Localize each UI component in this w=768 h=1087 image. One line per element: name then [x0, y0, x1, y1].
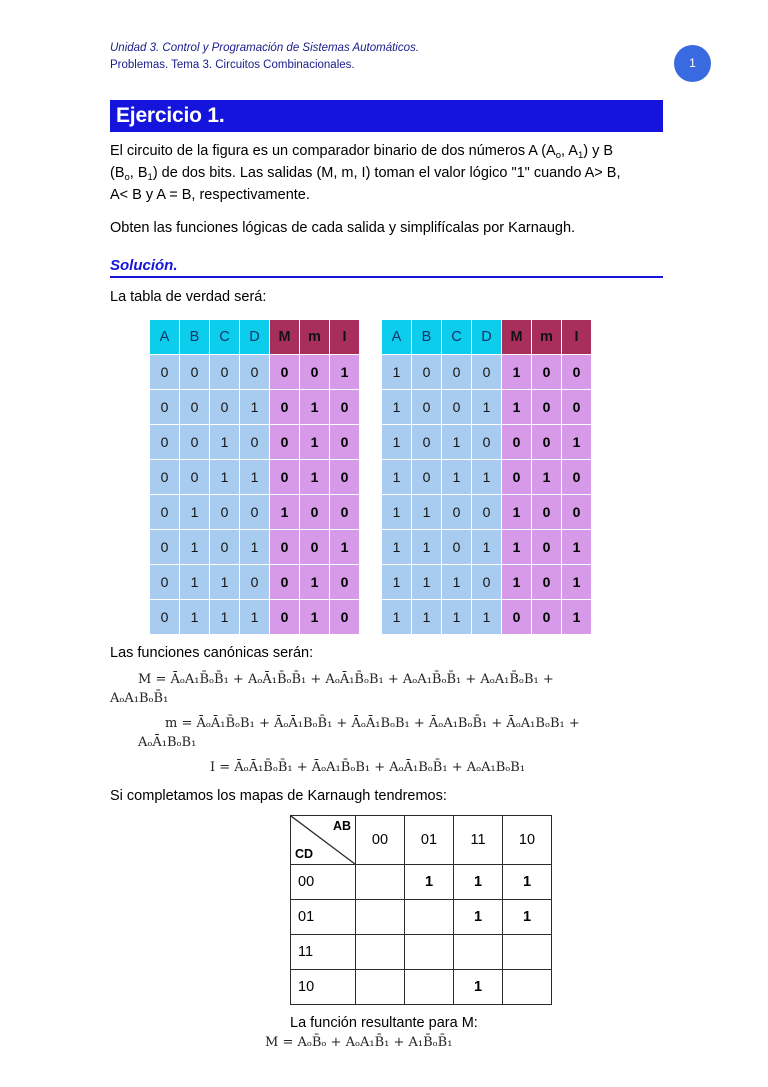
kmap-row-header-00: 00	[291, 865, 356, 900]
cell: 1	[240, 530, 270, 565]
cell: 0	[210, 495, 240, 530]
exercise-title-bar: Ejercicio 1.	[110, 100, 663, 132]
cell: 1	[562, 425, 592, 460]
cell: 0	[180, 425, 210, 460]
cell: 0	[472, 425, 502, 460]
cell: 1	[562, 565, 592, 600]
table-row	[382, 600, 591, 635]
cell: 1	[502, 565, 532, 600]
truth-table-left	[150, 320, 359, 634]
truth-table-right	[382, 320, 591, 634]
kmap-cell: 1	[503, 900, 552, 935]
cell: 0	[532, 425, 562, 460]
statement-line2-b: , B	[129, 165, 148, 181]
kmap-cell: 1	[454, 900, 503, 935]
equation-m-line-1: M = ĀₒA₁B̄ₒB̄₁ + AₒĀ₁B̄ₒB̄₁ + AₒĀ₁B̄ₒB₁ + AₒA₁B̄ₒB̄₁ + AₒA₁B̄ₒB₁ +	[138, 672, 554, 687]
cell: 1	[502, 390, 532, 425]
cell: 0	[270, 565, 300, 600]
cell: 0	[180, 460, 210, 495]
cell: 1	[442, 565, 472, 600]
cell: 0	[150, 600, 180, 635]
cell: 1	[412, 530, 442, 565]
cell: 1	[300, 390, 330, 425]
col-header-m-lower: m	[300, 320, 330, 355]
cell: 0	[240, 565, 270, 600]
cell: 1	[442, 600, 472, 635]
cell: 1	[210, 565, 240, 600]
cell: 0	[300, 530, 330, 565]
cell: 0	[412, 460, 442, 495]
cell: 1	[300, 425, 330, 460]
cell: 0	[502, 425, 532, 460]
cell: 1	[240, 460, 270, 495]
cell: 0	[502, 600, 532, 635]
cell: 1	[412, 600, 442, 635]
cell: 1	[382, 390, 412, 425]
kmap-cell	[405, 935, 454, 970]
cell: 1	[210, 425, 240, 460]
kmap-cell	[356, 865, 405, 900]
cell: 1	[180, 600, 210, 635]
col-header-c: C	[442, 320, 472, 355]
kmap-cell	[356, 900, 405, 935]
col-header-m: M	[502, 320, 532, 355]
kmap-header-row	[291, 816, 552, 865]
truth-tables-container	[150, 320, 663, 634]
table-row	[382, 495, 591, 530]
cell: 1	[382, 425, 412, 460]
karnaugh-map-table	[290, 815, 552, 1005]
cell: 1	[300, 600, 330, 635]
cell: 0	[150, 355, 180, 390]
cell: 0	[270, 600, 300, 635]
table-row	[382, 530, 591, 565]
table-row	[150, 460, 359, 495]
table-row	[150, 530, 359, 565]
col-header-i: I	[330, 320, 360, 355]
col-header-d: D	[240, 320, 270, 355]
kmap-cell	[405, 900, 454, 935]
solution-rule	[110, 276, 663, 278]
cell: 1	[472, 460, 502, 495]
cell: 0	[442, 355, 472, 390]
kmap-cell	[454, 935, 503, 970]
cell: 0	[150, 390, 180, 425]
kmap-cell	[503, 935, 552, 970]
cell: 0	[532, 495, 562, 530]
cell: 1	[300, 460, 330, 495]
cell: 1	[472, 390, 502, 425]
cell: 0	[240, 425, 270, 460]
cell: 0	[270, 530, 300, 565]
kmap-row-header-11: 11	[291, 935, 356, 970]
cell: 0	[412, 390, 442, 425]
cell: 0	[330, 495, 360, 530]
cell: 1	[300, 565, 330, 600]
kmap-cell	[405, 970, 454, 1005]
cell: 0	[412, 355, 442, 390]
table-row	[150, 495, 359, 530]
cell: 1	[382, 355, 412, 390]
cell: 0	[330, 600, 360, 635]
statement-sub-bo: o	[124, 172, 130, 183]
cell: 0	[502, 460, 532, 495]
kmap-cell: 1	[405, 865, 454, 900]
cell: 0	[150, 425, 180, 460]
kmap-row-header-01: 01	[291, 900, 356, 935]
cell: 0	[300, 495, 330, 530]
cell: 0	[270, 460, 300, 495]
statement-sub-b1: 1	[147, 172, 153, 183]
col-header-a: A	[150, 320, 180, 355]
cell: 1	[412, 495, 442, 530]
kmap-col-header-11: 11	[454, 816, 503, 865]
cell: 1	[240, 390, 270, 425]
kmap-label-cd: CD	[295, 847, 314, 861]
col-header-b: B	[412, 320, 442, 355]
cell: 1	[180, 530, 210, 565]
kmap-corner-cell	[291, 816, 356, 865]
col-header-d: D	[472, 320, 502, 355]
cell: 1	[330, 355, 360, 390]
cell: 0	[562, 355, 592, 390]
col-header-m-lower: m	[532, 320, 562, 355]
statement-line1-a: El circuito de la figura es un comparador binario de dos números A (A	[110, 143, 556, 159]
table-row	[150, 600, 359, 635]
cell: 0	[150, 495, 180, 530]
solution-heading: Solución.	[110, 257, 178, 274]
cell: 0	[472, 495, 502, 530]
cell: 1	[382, 460, 412, 495]
equation-m-lower-line-1: m = ĀₒĀ₁B̄ₒB₁ + ĀₒĀ₁BₒB̄₁ + ĀₒĀ₁BₒB₁ + ĀₒA₁BₒB̄₁ + ĀₒA₁BₒB₁ +	[165, 716, 580, 731]
cell: 0	[150, 460, 180, 495]
table-header-row	[150, 320, 359, 355]
kmap-cell	[356, 935, 405, 970]
kmap-col-header-00: 00	[356, 816, 405, 865]
cell: 0	[180, 355, 210, 390]
cell: 0	[150, 565, 180, 600]
cell: 0	[562, 390, 592, 425]
statement-line1-c: ) y B	[583, 143, 614, 159]
cell: 0	[472, 565, 502, 600]
table-row	[382, 460, 591, 495]
header-line-2: Problemas. Tema 3. Circuitos Combinacionales.	[110, 59, 355, 71]
cell: 1	[382, 600, 412, 635]
karnaugh-map-container	[290, 815, 663, 1005]
cell: 0	[300, 355, 330, 390]
cell: 0	[532, 355, 562, 390]
statement-line2-a: (B	[110, 165, 125, 181]
cell: 0	[210, 355, 240, 390]
cell: 0	[210, 390, 240, 425]
cell: 0	[532, 390, 562, 425]
cell: 1	[382, 530, 412, 565]
col-header-b: B	[180, 320, 210, 355]
kmap-cell: 1	[503, 865, 552, 900]
cell: 1	[210, 460, 240, 495]
cell: 1	[412, 565, 442, 600]
cell: 0	[532, 565, 562, 600]
cell: 1	[442, 425, 472, 460]
cell: 1	[442, 460, 472, 495]
truth-table-intro: La tabla de verdad será:	[110, 289, 267, 305]
col-header-i: I	[562, 320, 592, 355]
cell: 0	[562, 460, 592, 495]
cell: 0	[270, 355, 300, 390]
statement-line3: A< B y A = B, respectivamente.	[110, 187, 310, 203]
cell: 0	[240, 355, 270, 390]
cell: 0	[240, 495, 270, 530]
cell: 1	[562, 600, 592, 635]
cell: 0	[412, 425, 442, 460]
cell: 0	[330, 460, 360, 495]
cell: 1	[472, 600, 502, 635]
kmap-cell: 1	[454, 865, 503, 900]
table-row	[382, 425, 591, 460]
cell: 1	[382, 565, 412, 600]
table-row	[150, 565, 359, 600]
equation-m-final: M = AₒB̄ₒ + AₒA₁B̄₁ + A₁B̄ₒB̄₁	[265, 1035, 453, 1050]
kmap-col-header-10: 10	[503, 816, 552, 865]
kmap-cell	[356, 970, 405, 1005]
cell: 1	[180, 565, 210, 600]
equation-block-m-lower	[110, 714, 663, 752]
cell: 0	[330, 565, 360, 600]
kmap-row	[291, 970, 552, 1005]
kmap-row	[291, 935, 552, 970]
cell: 0	[270, 425, 300, 460]
col-header-a: A	[382, 320, 412, 355]
result-caption: La función resultante para M:	[290, 1015, 478, 1031]
col-header-m: M	[270, 320, 300, 355]
cell: 1	[180, 495, 210, 530]
cell: 0	[532, 530, 562, 565]
kmap-row	[291, 865, 552, 900]
truth-table-left-body	[150, 355, 359, 635]
canonical-functions-intro: Las funciones canónicas serán:	[110, 645, 314, 661]
cell: 1	[502, 530, 532, 565]
cell: 0	[442, 530, 472, 565]
table-row	[150, 390, 359, 425]
table-row	[382, 565, 591, 600]
cell: 0	[210, 530, 240, 565]
col-header-c: C	[210, 320, 240, 355]
table-row	[382, 390, 591, 425]
document-header	[110, 40, 696, 74]
table-header-row	[382, 320, 591, 355]
cell: 1	[330, 530, 360, 565]
cell: 1	[502, 355, 532, 390]
statement-sub-ao: o	[555, 150, 562, 161]
kmap-cell	[503, 970, 552, 1005]
kmap-col-header-01: 01	[405, 816, 454, 865]
karnaugh-intro: Si completamos los mapas de Karnaugh tendremos:	[110, 788, 447, 804]
table-row	[382, 355, 591, 390]
statement-paragraph-1	[110, 141, 663, 206]
cell: 0	[330, 390, 360, 425]
cell: 0	[270, 390, 300, 425]
cell: 0	[180, 390, 210, 425]
cell: 1	[210, 600, 240, 635]
equation-m-lower-line-2: AₒĀ₁BₒB₁	[138, 735, 197, 750]
cell: 1	[562, 530, 592, 565]
cell: 0	[330, 425, 360, 460]
table-row	[150, 355, 359, 390]
equation-block-m	[110, 670, 663, 708]
statement-paragraph-2: Obten las funciones lógicas de cada salida y simplifícalas por Karnaugh.	[110, 220, 576, 236]
cell: 1	[502, 495, 532, 530]
table-row	[150, 425, 359, 460]
cell: 0	[442, 390, 472, 425]
equation-i: I = ĀₒĀ₁B̄ₒB̄₁ + ĀₒA₁B̄ₒB₁ + AₒĀ₁BₒB̄₁ + AₒA₁BₒB₁	[210, 760, 526, 775]
cell: 1	[270, 495, 300, 530]
cell: 1	[382, 495, 412, 530]
cell: 0	[150, 530, 180, 565]
cell: 0	[562, 495, 592, 530]
cell: 0	[442, 495, 472, 530]
page-number-badge: 1	[674, 45, 711, 82]
statement-sub-a1: 1	[577, 150, 584, 161]
cell: 1	[532, 460, 562, 495]
kmap-cell: 1	[454, 970, 503, 1005]
cell: 0	[532, 600, 562, 635]
kmap-label-ab: AB	[332, 819, 351, 833]
equation-m-line-2: AₒA₁BₒB̄₁	[110, 691, 169, 706]
statement-line2-c: ) de dos bits. Las salidas (M, m, I) toman el valor lógico "1" cuando A> B,	[152, 165, 621, 181]
cell: 1	[472, 530, 502, 565]
kmap-row-header-10: 10	[291, 970, 356, 1005]
statement-line1-b: , A	[561, 143, 578, 159]
truth-table-right-body	[382, 355, 591, 635]
header-line-1: Unidad 3. Control y Programación de Sistemas Automáticos.	[110, 42, 419, 54]
cell: 1	[240, 600, 270, 635]
kmap-row	[291, 900, 552, 935]
cell: 0	[472, 355, 502, 390]
